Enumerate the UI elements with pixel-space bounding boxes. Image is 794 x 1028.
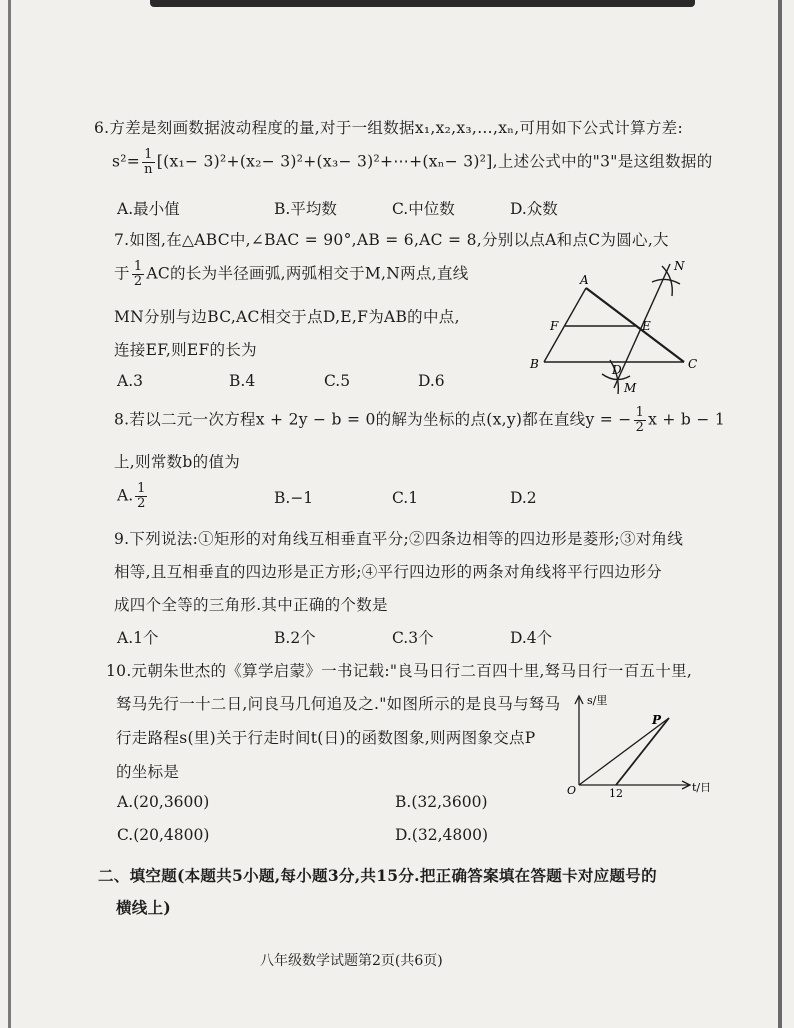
q8-fraction-den: 2 bbox=[635, 420, 645, 435]
q8-option-a-num: 1 bbox=[137, 481, 146, 496]
section2-heading-cont: 横线上) bbox=[116, 898, 172, 917]
q10-function-graph bbox=[554, 690, 712, 802]
arc-n-upper bbox=[652, 279, 680, 284]
q7-fraction bbox=[132, 260, 145, 289]
q6-fraction-den: n bbox=[144, 162, 153, 177]
q7-stem-line4: 连接EF,则EF的长为 bbox=[114, 341, 257, 359]
q6-stem: 6.方差是刻画数据波动程度的量,对于一组数据x₁,x₂,x₃,…,xₙ,可用如下公式计算方差: bbox=[94, 119, 683, 137]
q10-option-b[interactable]: B.(32,3600) bbox=[395, 793, 488, 811]
q6-formula-left: s²= bbox=[112, 152, 141, 171]
label-d: D bbox=[612, 363, 622, 377]
q8-stem-line2: 上,则常数b的值为 bbox=[114, 453, 241, 471]
q9-option-a[interactable]: A.1个 bbox=[117, 629, 159, 647]
q8-option-a[interactable] bbox=[117, 482, 149, 511]
scan-left-edge bbox=[8, 0, 11, 1028]
label-e: E bbox=[642, 319, 651, 333]
q7-option-d[interactable]: D.6 bbox=[418, 372, 445, 390]
q9-stem-line2: 相等,且互相垂直的四边形是正方形;④平行四边形的两条对角线将平行四边形分 bbox=[114, 563, 662, 581]
q7-stem-line2 bbox=[114, 260, 469, 289]
label-c: C bbox=[688, 357, 698, 371]
q6-formula bbox=[112, 148, 713, 177]
q10-option-d[interactable]: D.(32,4800) bbox=[395, 826, 488, 844]
q8-option-a-pre: A. bbox=[117, 486, 134, 505]
q8-stem-line1 bbox=[114, 406, 725, 435]
q9-stem-line3: 成四个全等的三角形.其中正确的个数是 bbox=[114, 596, 388, 614]
q8-option-a-fraction bbox=[135, 482, 147, 511]
q7-option-c[interactable]: C.5 bbox=[324, 372, 351, 390]
segment-ac bbox=[586, 288, 684, 362]
q6-option-d[interactable]: D.众数 bbox=[510, 200, 558, 218]
label-f: F bbox=[550, 319, 559, 333]
q9-option-b[interactable]: B.2个 bbox=[274, 629, 316, 647]
q6-option-b[interactable]: B.平均数 bbox=[274, 200, 337, 218]
q9-option-c[interactable]: C.3个 bbox=[392, 629, 434, 647]
tick-label-12: 12 bbox=[609, 787, 623, 800]
section2-heading: 二、填空题(本题共5小题,每小题3分,共15分.把正确答案填在答题卡对应题号的 bbox=[98, 866, 657, 885]
q8-option-c[interactable]: C.1 bbox=[392, 489, 419, 507]
q9-option-d[interactable]: D.4个 bbox=[510, 629, 553, 647]
q6-option-a[interactable]: A.最小值 bbox=[117, 200, 180, 218]
label-a: A bbox=[580, 273, 589, 287]
q7-option-b[interactable]: B.4 bbox=[229, 372, 256, 390]
q7-fraction-den: 2 bbox=[133, 274, 143, 289]
q7-triangle-figure bbox=[524, 256, 724, 406]
q10-option-a[interactable]: A.(20,3600) bbox=[117, 793, 210, 811]
q8-line1-post: x + b − 1 bbox=[648, 410, 726, 429]
label-m: M bbox=[624, 381, 637, 395]
q10-stem-line4: 的坐标是 bbox=[116, 763, 180, 781]
q7-line2-pre: 于 bbox=[114, 264, 130, 283]
q8-option-d[interactable]: D.2 bbox=[510, 489, 537, 507]
q8-option-b[interactable]: B.−1 bbox=[274, 489, 314, 507]
label-b: B bbox=[530, 357, 539, 371]
q10-stem-line1: 10.元朝朱世杰的《算学启蒙》一书记载:"良马日行二百四十里,驽马日行一百五十里, bbox=[106, 662, 693, 680]
origin-label: O bbox=[567, 784, 577, 797]
q8-fraction-num: 1 bbox=[635, 405, 645, 420]
page-footer: 八年级数学试题第2页(共6页) bbox=[260, 953, 443, 969]
q7-line2-post: AC的长为半径画弧,两弧相交于M,N两点,直线 bbox=[146, 264, 469, 283]
exam-page bbox=[34, 0, 774, 1028]
label-n: N bbox=[674, 259, 685, 273]
point-p-label: P bbox=[652, 713, 662, 727]
x-axis-label: t/日 bbox=[692, 781, 712, 794]
q6-fraction-num: 1 bbox=[142, 148, 155, 163]
y-axis-label: s/里 bbox=[587, 694, 608, 707]
q8-fraction bbox=[634, 406, 647, 435]
q7-stem-line1: 7.如图,在△ABC中,∠BAC = 90°,AB = 6,AC = 8,分别以点A和点C为圆心,大 bbox=[114, 231, 669, 249]
q8-line1-pre: 8.若以二元一次方程x + 2y − b = 0的解为坐标的点(x,y)都在直线y = − bbox=[114, 410, 632, 429]
q6-fraction bbox=[142, 148, 155, 177]
scan-right-edge bbox=[778, 0, 782, 1028]
q10-stem-line3: 行走路程s(里)关于行走时间t(日)的函数图象,则两图象交点P bbox=[116, 729, 536, 747]
q10-option-c[interactable]: C.(20,4800) bbox=[117, 826, 210, 844]
q6-formula-right: [(x₁− 3)²+(x₂− 3)²+(x₃− 3)²+⋯+(xₙ− 3)²],上述公式中的"3"是这组数据的 bbox=[156, 152, 713, 171]
q7-fraction-num: 1 bbox=[133, 259, 143, 274]
q7-stem-line3: MN分别与边BC,AC相交于点D,E,F为AB的中点, bbox=[114, 308, 460, 326]
q10-stem-line2: 驽马先行一十二日,问良马几何追及之."如图所示的是良马与驽马 bbox=[116, 695, 561, 713]
q6-option-c[interactable]: C.中位数 bbox=[392, 200, 455, 218]
q7-option-a[interactable]: A.3 bbox=[117, 372, 143, 390]
q9-stem-line1: 9.下列说法:①矩形的对角线互相垂直平分;②四条边相等的四边形是菱形;③对角线 bbox=[114, 530, 684, 548]
q8-option-a-den: 2 bbox=[137, 496, 146, 511]
